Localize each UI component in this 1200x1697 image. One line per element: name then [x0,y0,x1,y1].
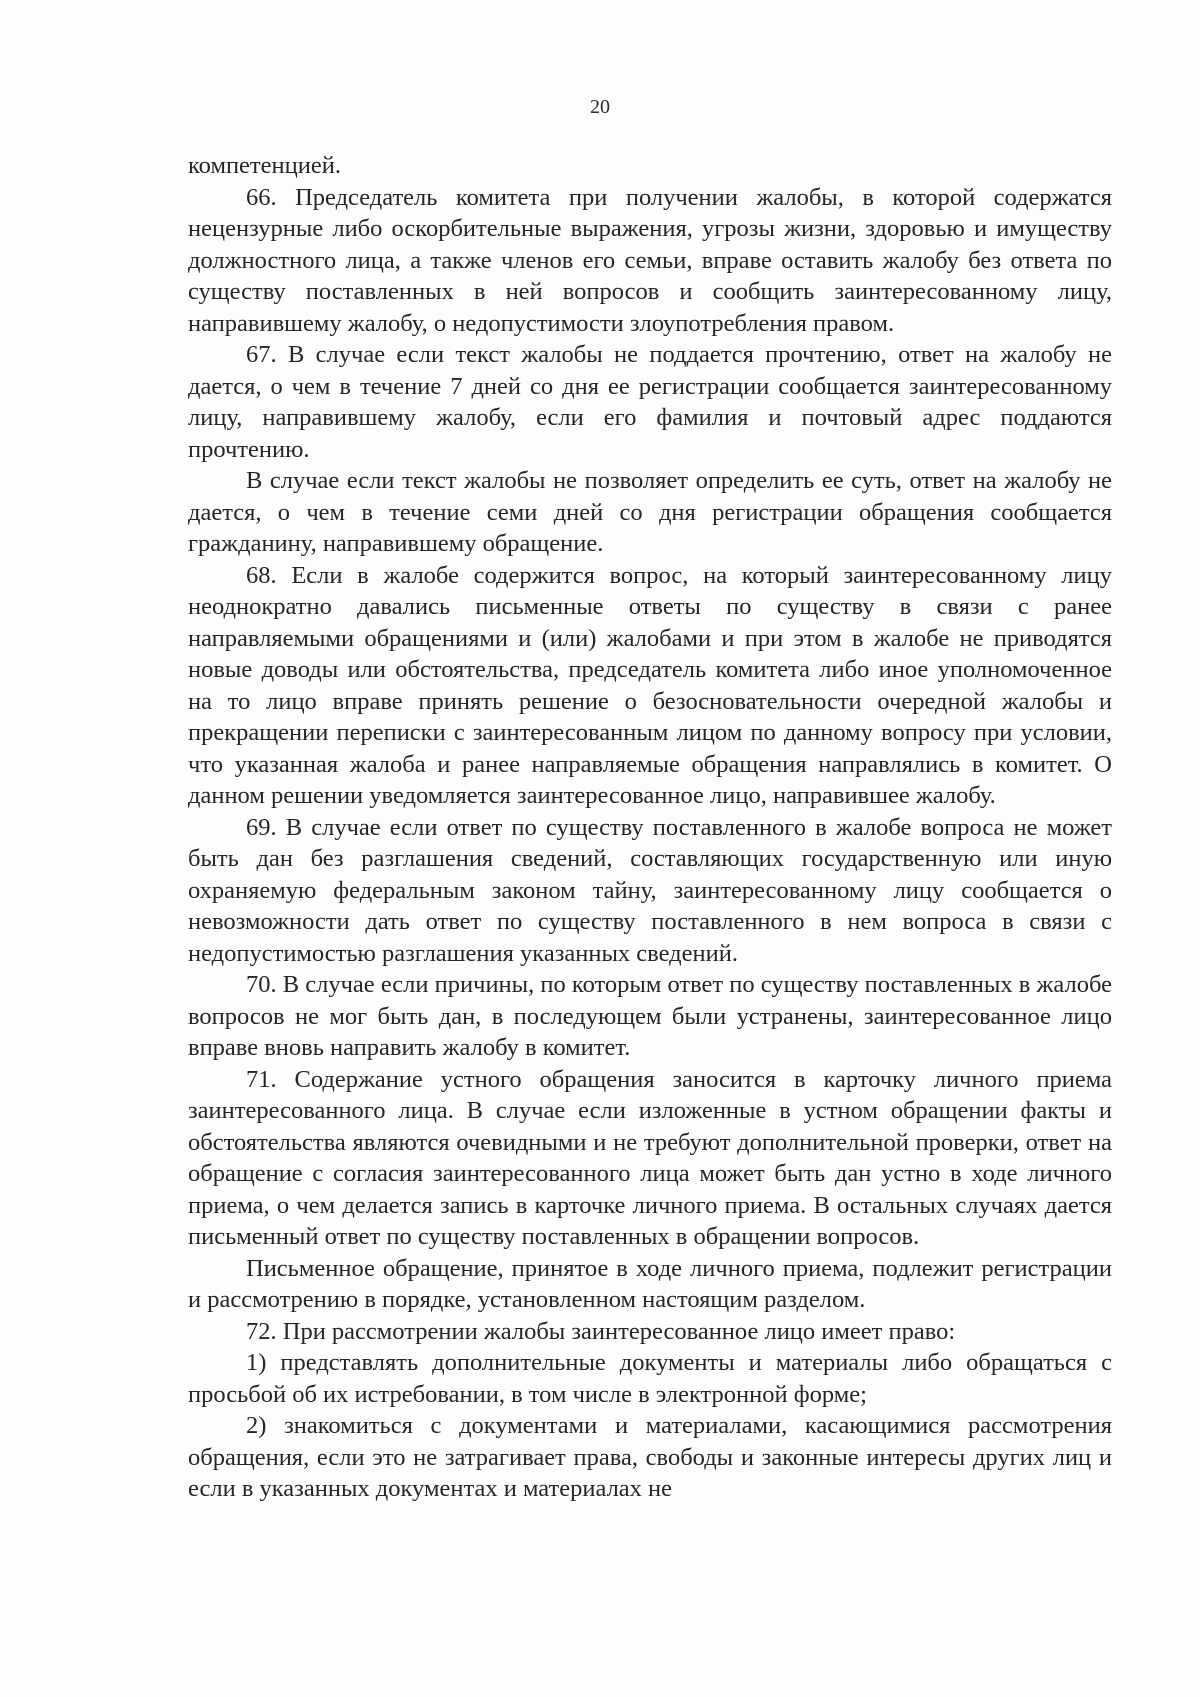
paragraph-72-item-1: 1) представлять дополнительные документы и материалы либо обращаться с просьбой об их истребовании, в том числе в электронной форме; [188,1349,1112,1408]
paragraph-69: 69. В случае если ответ по существу поставленного в жалобе вопроса не может быть дан без разглашения сведений, составляющих государственную или иную охраняемую федеральным законом тайну, заинтересованному лицу сообщается о невозможности дать ответ по существу поставленного в нем вопроса в связи с недопустимостью разглашения указанных сведений. [188,813,1112,967]
paragraph-68: 68. Если в жалобе содержится вопрос, на который заинтересованному лицу неоднократно давались письменные ответы по существу в связи с ранее направляемыми обращениями и (или) жалобами и при этом в жалобе не приводятся новые доводы или обстоятельства, председатель комитета либо иное уполномоченное на то лицо вправе принять решение о безосновательности очередной жалобы и прекращении переписки с заинтересованным лицом по данному вопросу при условии, что указанная жалоба и ранее направляемые обращения направлялись в комитет. О данном решении уведомляется заинтересованное лицо, направившее жалобу. [188,561,1112,809]
paragraph-continuation: компетенцией. [188,152,341,179]
page-number: 20 [590,96,610,118]
paragraph-71-cont: Письменное обращение, принятое в ходе личного приема, подлежит регистрации и рассмотрению в порядке, установленном настоящим разделом. [188,1254,1112,1313]
paragraph-72-item-2: 2) знакомиться с документами и материалами, касающимися рассмотрения обращения, если это не затрагивает права, свободы и законные интересы других лиц и если в указанных документах и материалах не [188,1412,1112,1502]
paragraph-70: 70. В случае если причины, по которым ответ по существу поставленных в жалобе вопросов не мог быть дан, в последующем были устранены, заинтересованное лицо вправе вновь направить жалобу в комитет. [188,971,1112,1061]
paragraph-67: 67. В случае если текст жалобы не поддается прочтению, ответ на жалобу не дается, о чем в течение 7 дней со дня ее регистрации сообщается заинтересованному лицу, направившему жалобу, если его фамилия и почтовый адрес поддаются прочтению. [188,341,1112,463]
paragraph-72: 72. При рассмотрении жалобы заинтересованное лицо имеет право: [246,1317,956,1345]
paragraph-71: 71. Содержание устного обращения заносится в карточку личного приема заинтересованного лица. В случае если изложенные в устном обращении факты и обстоятельства являются очевидными и не требуют дополнительной проверки, ответ на обращение с согласия заинтересованного лица может быть дан устно в ходе личного приема, о чем делается запись в карточке личного приема. В остальных случаях дается письменный ответ по существу поставленных в обращении вопросов. [188,1065,1112,1250]
paragraph-67-cont: В случае если текст жалобы не позволяет определить ее суть, ответ на жалобу не дается, о чем в течение семи дней со дня регистрации обращения сообщается гражданину, направившему обращение. [188,467,1112,557]
document-body [188,150,1112,1505]
paragraph-66: 66. Председатель комитета при получении жалобы, в которой содержатся нецензурные либо оскорбительные выражения, угрозы жизни, здоровью и имуществу должностного лица, а также членов его семьи, вправе оставить жалобу без ответа по существу поставленных в ней вопросов и сообщить заинтересованному лицу, направившему жалобу, о недопустимости злоупотребления правом. [188,183,1112,337]
